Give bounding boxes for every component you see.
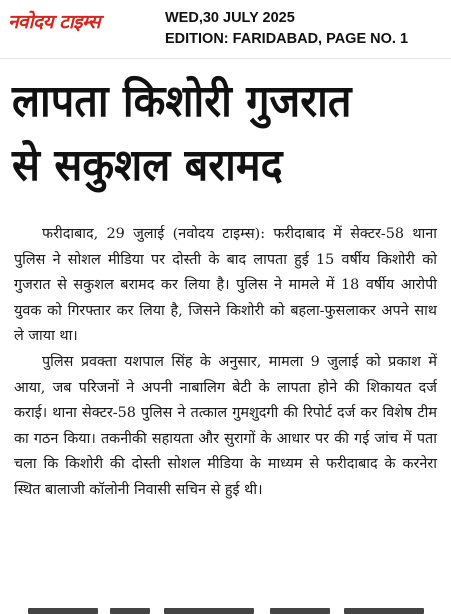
article-body <box>14 222 437 504</box>
date-line: WED,30 JULY 2025 <box>165 10 295 26</box>
article-headline <box>12 70 416 198</box>
cropped-next-line <box>0 602 451 614</box>
header-divider <box>0 58 451 59</box>
headline-line-1: लापता किशोरी गुजरात <box>12 76 352 127</box>
headline-line-2: से सकुशल बरामद <box>12 140 283 191</box>
newspaper-logo: नवोदय टाइम्स <box>8 11 101 33</box>
edition-info <box>165 8 408 50</box>
article-paragraph-1: फरीदाबाद, 29 जुलाई (नवोदय टाइम्स): फरीदाबाद में सेक्टर-58 थाना पुलिस ने सोशल मीडिया पर दोस्ती के बाद लापता हुई 15 वर्षीय किशोरी को गुजरात से सकुशल बरामद कर लिया है। पुलिस ने मामले में 18 वर्षीय आरोपी युवक को गिरफ्तार कर लिया है, जिसने किशोरी को बहला-फुसलाकर अपने साथ ले जाया था। <box>14 226 437 345</box>
edition-line: EDITION: FARIDABAD, PAGE NO. 1 <box>165 31 409 47</box>
cropped-text-fragment <box>14 602 437 614</box>
masthead <box>0 0 451 58</box>
article-paragraph-2: पुलिस प्रवक्ता यशपाल सिंह के अनुसार, मामला 9 जुलाई को प्रकाश में आया, जब परिजनों ने अपनी नाबालिग बेटी के लापता होने की शिकायत दर्ज कराई। थाना सेक्टर-58 पुलिस ने तत्काल गुमशुदगी की रिपोर्ट दर्ज कर विशेष टीम का गठन किया। तकनीकी सहायता और सुरागों के आधार पर की गई जांच में पता चला कि किशोरी की दोस्ती सोशल मीडिया के माध्यम से फरीदाबाद के करनेरा स्थित बालाजी कॉलोनी निवासी सचिन से हुई थी। <box>14 353 437 498</box>
